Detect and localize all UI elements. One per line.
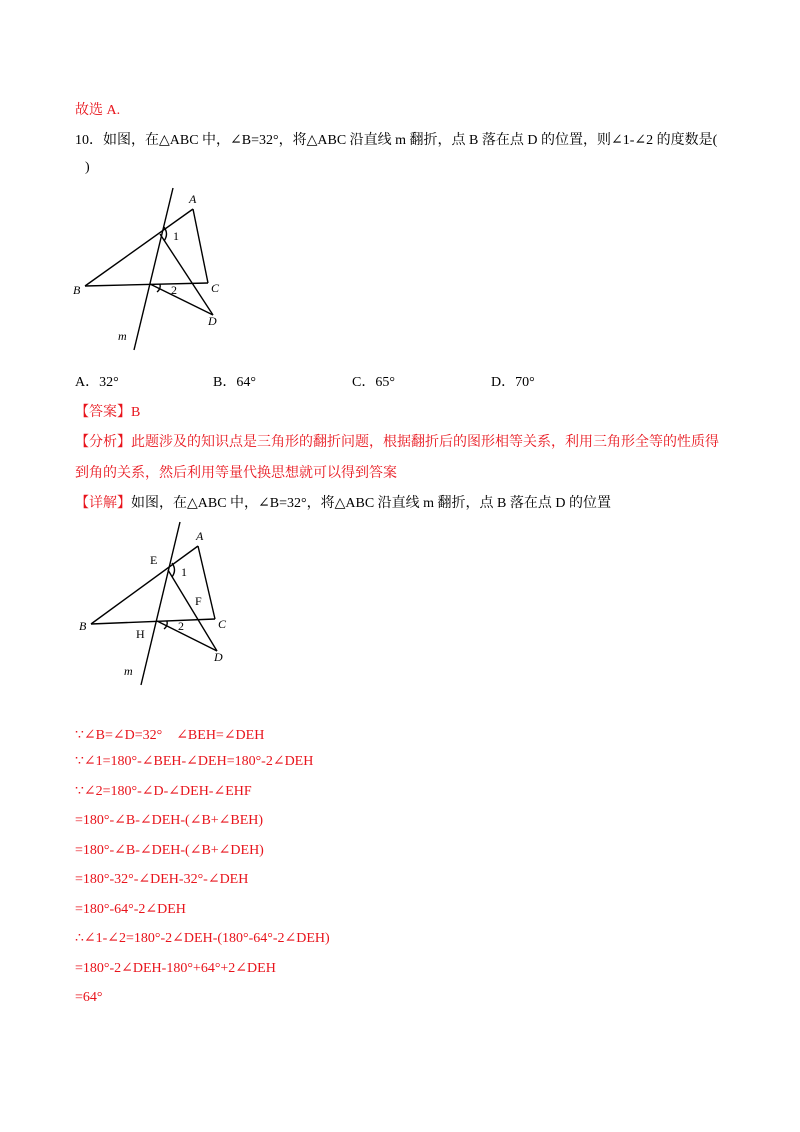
step-7: =180°-64°-2∠DEH (75, 902, 186, 917)
label-d: D (208, 314, 217, 328)
step-4: =180°-∠B-∠DEH-(∠B+∠BEH) (75, 813, 264, 828)
analysis-tag: 【分析】 (75, 435, 131, 450)
detail-text: 如图，在△ABC 中，∠B=32°，将△ABC 沿直线 m 翻折，点 B 落在点 D 的位置 (131, 496, 612, 511)
option-d-value: 70° (515, 375, 535, 390)
answer-value: B (131, 405, 141, 420)
step-1: ∵∠B=∠D=32° ∠BEH=∠DEH (75, 728, 265, 743)
label-m: m (118, 329, 127, 343)
previous-answer: 故选 A. (75, 103, 121, 118)
option-a-value: 32° (99, 375, 119, 390)
question-text (75, 129, 717, 149)
step-3: ∵∠2=180°-∠D-∠DEH-∠EHF (75, 784, 252, 799)
label-f: F (195, 594, 202, 608)
label-c: C (211, 281, 220, 295)
step-6: =180°-32°-∠DEH-32°-∠DEH (75, 872, 249, 887)
step-5: =180°-∠B-∠DEH-(∠B+∠DEH) (75, 843, 264, 858)
labeled-fold-diagram (70, 520, 250, 690)
angle-1-label: 1 (173, 229, 179, 243)
detail-tag: 【详解】 (75, 496, 131, 511)
angle-1-label-2: 1 (181, 565, 187, 579)
detail-line (75, 492, 611, 512)
triangle-fold-diagram (60, 182, 240, 357)
angle-2-label-2: 2 (178, 619, 184, 633)
angle-2-label: 2 (171, 283, 177, 297)
question-figure (60, 182, 240, 357)
option-c (352, 371, 395, 391)
question-line-2: ) (85, 160, 90, 175)
label-e: E (150, 553, 158, 567)
label-b2: B (79, 619, 87, 633)
option-c-letter: C． (352, 375, 376, 390)
option-b (213, 371, 256, 391)
label-h: H (136, 627, 145, 641)
label-b: B (73, 283, 81, 297)
detail-figure (70, 520, 250, 690)
step-8: ∴∠1-∠2=180°-2∠DEH-(180°-64°-2∠DEH) (75, 931, 330, 946)
label-a: A (189, 192, 197, 206)
step-10: =64° (75, 990, 103, 1005)
answer-tag: 【答案】 (75, 405, 131, 420)
option-a-letter: A． (75, 375, 100, 390)
option-d-letter: D． (491, 375, 516, 390)
question-number: 10． (75, 133, 103, 148)
analysis-line-1 (75, 431, 719, 451)
option-b-letter: B． (213, 375, 237, 390)
option-a (75, 371, 119, 391)
step-2: ∵∠1=180°-∠BEH-∠DEH=180°-2∠DEH (75, 754, 314, 769)
answer-line (75, 401, 140, 421)
label-m2: m (124, 664, 133, 678)
analysis-text-1: 此题涉及的知识点是三角形的翻折问题，根据翻折后的图形相等关系，利用三角形全等的性质得 (131, 435, 719, 450)
option-d (491, 371, 535, 391)
analysis-line-2: 到角的关系，然后利用等量代换思想就可以得到答案 (75, 466, 397, 481)
label-d2: D (214, 650, 223, 664)
option-b-value: 64° (236, 375, 256, 390)
option-c-value: 65° (375, 375, 395, 390)
label-c2: C (218, 617, 227, 631)
label-a2: A (196, 529, 204, 543)
step-9: =180°-2∠DEH-180°+64°+2∠DEH (75, 961, 276, 976)
question-line-1: 如图，在△ABC 中，∠B=32°，将△ABC 沿直线 m 翻折，点 B 落在点 D 的位置，则∠1-∠2 的度数是( (103, 133, 718, 148)
